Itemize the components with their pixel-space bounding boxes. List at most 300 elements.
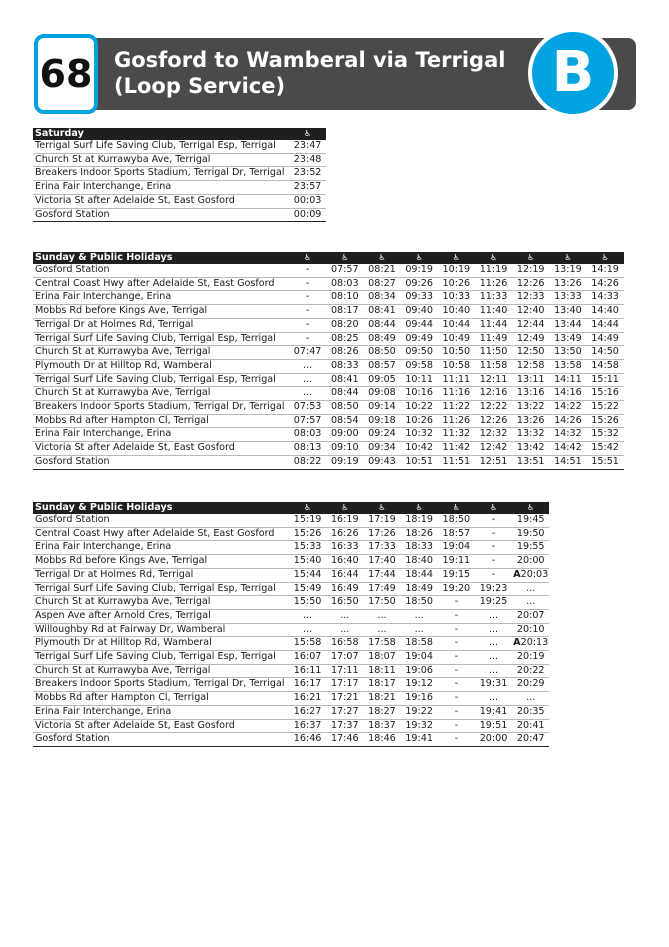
- departure-time: 07:47: [289, 346, 326, 360]
- departure-time: ...: [475, 651, 512, 665]
- stop-cell: [33, 359, 289, 373]
- stop-name: Mobbs Rd before Kings Ave, Terrigal: [35, 555, 208, 567]
- departure-time: 14:16: [549, 387, 586, 401]
- departure-time: 15:19: [293, 514, 322, 525]
- wheelchair-accessible-icon: ♿: [326, 252, 363, 264]
- table-row: [33, 541, 549, 555]
- departure-time: 14:32: [549, 428, 586, 442]
- departure-time: 18:21: [363, 692, 400, 706]
- stop-cell: [33, 692, 289, 706]
- departure-time: 12:26: [475, 414, 512, 428]
- timetable-1: [33, 128, 326, 222]
- departure-time: 17:40: [363, 555, 400, 569]
- table-row: [33, 332, 624, 346]
- departure-time: 08:41: [326, 373, 363, 387]
- departure-time: 18:50: [401, 596, 438, 610]
- timetable-2: [33, 252, 624, 470]
- stop-cell: [33, 140, 289, 153]
- stop-name: Church St at Kurrawyba Ave, Terrigal: [35, 387, 211, 399]
- wheelchair-accessible-icon: ♿: [363, 252, 400, 264]
- departure-time: -: [438, 637, 475, 651]
- departure-time: 09:58: [401, 359, 438, 373]
- departure-time: -: [491, 514, 496, 525]
- departure-time: 10:11: [401, 373, 438, 387]
- wheelchair-accessible-icon: ♿: [549, 252, 586, 264]
- stop-name: Terrigal Surf Life Saving Club, Terrigal Esp, Terrigal: [35, 332, 276, 344]
- departure-time: 09:18: [363, 414, 400, 428]
- table-row: [33, 414, 624, 428]
- departure-time: 10:40: [438, 305, 475, 319]
- table-row: [33, 140, 326, 153]
- table-row: [33, 373, 624, 387]
- departure-time: 07:53: [289, 401, 326, 415]
- departure-time: 12:33: [512, 291, 549, 305]
- departure-time: ...: [289, 609, 326, 623]
- stop-cell: [33, 705, 289, 719]
- departure-time: 23:57: [289, 181, 326, 195]
- stop-cell: [33, 442, 289, 456]
- departure-time: 08:54: [326, 414, 363, 428]
- departure-time: 17:21: [326, 692, 363, 706]
- departure-time: 09:40: [401, 305, 438, 319]
- stop-cell: [33, 582, 289, 596]
- departure-time: 11:32: [438, 428, 475, 442]
- departure-time: 17:37: [326, 719, 363, 733]
- departure-time: 18:27: [363, 705, 400, 719]
- departure-time: 11:11: [438, 373, 475, 387]
- departure-time: 15:32: [587, 428, 624, 442]
- departure-time: 18:33: [401, 541, 438, 555]
- departure-time: 10:49: [438, 332, 475, 346]
- departure-time: 10:58: [438, 359, 475, 373]
- departure-time: 17:49: [363, 582, 400, 596]
- wheelchair-accessible-icon: ♿: [363, 502, 400, 514]
- departure-time: ...: [326, 609, 363, 623]
- departure-time: ...: [475, 637, 512, 651]
- stop-name: Gosford Station: [35, 455, 110, 467]
- stop-name: Plymouth Dr at Hilltop Rd, Wamberal: [35, 637, 212, 649]
- departure-time: 18:44: [401, 568, 438, 582]
- day-title: Saturday: [33, 128, 289, 140]
- departure-time: 15:33: [289, 541, 326, 555]
- stop-cell: [33, 719, 289, 733]
- departure-time: 08:03: [326, 277, 363, 291]
- departure-time: 09:08: [363, 387, 400, 401]
- departure-time: 19:04: [438, 541, 475, 555]
- departure-time: 11:50: [475, 346, 512, 360]
- departure-time: 16:27: [289, 705, 326, 719]
- stop-name: Erina Fair Interchange, Erina: [35, 541, 172, 553]
- departure-time: 23:48: [289, 153, 326, 167]
- departure-time: 13:11: [512, 373, 549, 387]
- stop-name: Erina Fair Interchange, Erina: [35, 291, 172, 303]
- stop-name: Breakers Indoor Sports Stadium, Terrigal Dr, Terrigal: [35, 678, 285, 690]
- departure-time: 12:11: [475, 373, 512, 387]
- stop-name: Willoughby Rd at Fairway Dr, Wamberal: [35, 623, 226, 635]
- stop-cell: [33, 651, 289, 665]
- departure-time: 15:49: [289, 582, 326, 596]
- departure-time: 16:49: [326, 582, 363, 596]
- departure-time: 20:41: [512, 719, 549, 733]
- table-row: [33, 167, 326, 181]
- departure-time: 09:44: [401, 318, 438, 332]
- stop-name: Breakers Indoor Sports Stadium, Terrigal Dr, Terrigal: [35, 167, 285, 179]
- departure-time: 13:33: [549, 291, 586, 305]
- wheelchair-accessible-icon: ♿: [401, 252, 438, 264]
- departure-time: 20:10: [512, 623, 549, 637]
- stop-cell: [33, 414, 289, 428]
- stop-name: Erina Fair Interchange, Erina: [35, 181, 172, 193]
- departure-time: 14:22: [549, 401, 586, 415]
- departure-time: 18:11: [363, 664, 400, 678]
- departure-time: 18:07: [363, 651, 400, 665]
- stop-cell: [33, 277, 289, 291]
- departure-time: 17:26: [363, 527, 400, 541]
- departure-time: ...: [326, 623, 363, 637]
- stop-cell: [33, 568, 289, 582]
- departure-time: 23:47: [293, 140, 322, 151]
- departure-time: 16:07: [289, 651, 326, 665]
- departure-time: ...: [363, 623, 400, 637]
- day-title: Sunday & Public Holidays: [33, 502, 289, 514]
- departure-time: 08:26: [326, 346, 363, 360]
- stop-cell: [33, 555, 289, 569]
- departure-time: 15:40: [289, 555, 326, 569]
- stop-cell: [33, 208, 289, 222]
- departure-time: 10:33: [438, 291, 475, 305]
- stop-name: Church St at Kurrawyba Ave, Terrigal: [35, 596, 211, 608]
- departure-time: 13:58: [549, 359, 586, 373]
- wheelchair-accessible-icon: ♿: [512, 502, 549, 514]
- departure-time: 13:40: [549, 305, 586, 319]
- departure-time: 09:26: [401, 277, 438, 291]
- departure-time: 08:33: [326, 359, 363, 373]
- departure-time: 13:50: [549, 346, 586, 360]
- departure-time: 09:43: [363, 455, 400, 469]
- stop-cell: [33, 346, 289, 360]
- departure-time: 08:13: [289, 442, 326, 456]
- stop-name: Terrigal Surf Life Saving Club, Terrigal Esp, Terrigal: [35, 651, 276, 663]
- departure-time: 20:07: [512, 609, 549, 623]
- departure-time: -: [305, 264, 310, 275]
- wheelchair-accessible-icon: ♿: [438, 502, 475, 514]
- departure-time: 08:44: [326, 387, 363, 401]
- wheelchair-accessible-icon: ♿: [289, 128, 326, 140]
- stop-cell: [33, 527, 289, 541]
- departure-time: 12:51: [475, 455, 512, 469]
- departure-time: 15:42: [587, 442, 624, 456]
- departure-time: 20:22: [512, 664, 549, 678]
- departure-time: 19:23: [475, 582, 512, 596]
- departure-time: ...: [289, 623, 326, 637]
- departure-time: 12:32: [475, 428, 512, 442]
- note-marker: A: [513, 637, 521, 649]
- departure-time: 20:35: [512, 705, 549, 719]
- departure-time: 16:21: [289, 692, 326, 706]
- departure-time: 19:22: [401, 705, 438, 719]
- table-row: [33, 181, 326, 195]
- departure-time: 09:19: [326, 455, 363, 469]
- wheelchair-accessible-icon: ♿: [475, 502, 512, 514]
- departure-time: -: [475, 527, 512, 541]
- departure-time: 23:52: [289, 167, 326, 181]
- table-row: [33, 719, 549, 733]
- departure-time: 15:22: [587, 401, 624, 415]
- departure-time: 12:44: [512, 318, 549, 332]
- stop-name: Central Coast Hwy after Adelaide St, East Gosford: [35, 277, 275, 289]
- stop-cell: [33, 541, 289, 555]
- departure-time: 17:50: [363, 596, 400, 610]
- departure-time: 09:24: [363, 428, 400, 442]
- departure-time: 12:58: [512, 359, 549, 373]
- departure-time: 11:42: [438, 442, 475, 456]
- stop-name: Mobbs Rd after Hampton Cl, Terrigal: [35, 692, 209, 704]
- table-row: [33, 623, 549, 637]
- table-row: [33, 153, 326, 167]
- departure-time: 09:10: [326, 442, 363, 456]
- departure-time: 19:11: [438, 555, 475, 569]
- stop-cell: [33, 664, 289, 678]
- departure-time: 17:19: [368, 514, 396, 525]
- departure-time: 08:50: [326, 401, 363, 415]
- departure-time: 14:19: [591, 264, 619, 275]
- departure-time: A20:13: [512, 637, 549, 651]
- stop-name: Terrigal Dr at Holmes Rd, Terrigal: [35, 318, 194, 330]
- departure-time: 11:49: [475, 332, 512, 346]
- departure-time: 17:58: [363, 637, 400, 651]
- stop-name: Gosford Station: [35, 733, 110, 745]
- departure-time: 19:51: [475, 719, 512, 733]
- departure-time: 09:19: [405, 264, 433, 275]
- timetable-day-header: [33, 252, 624, 264]
- departure-time: -: [289, 332, 326, 346]
- departure-time: 12:22: [475, 401, 512, 415]
- departure-time: -: [475, 541, 512, 555]
- departure-time: 20:00: [475, 733, 512, 747]
- departure-time: 14:42: [549, 442, 586, 456]
- departure-time: 18:17: [363, 678, 400, 692]
- departure-time: 13:16: [512, 387, 549, 401]
- departure-time: 10:44: [438, 318, 475, 332]
- departure-time: -: [438, 609, 475, 623]
- route-title: [114, 47, 505, 99]
- departure-time: -: [438, 719, 475, 733]
- departure-time: 15:58: [289, 637, 326, 651]
- departure-time: 18:50: [442, 514, 471, 525]
- departure-time: 17:17: [326, 678, 363, 692]
- departure-time: 08:22: [289, 455, 326, 469]
- departure-time: 08:17: [326, 305, 363, 319]
- departure-time: 08:44: [363, 318, 400, 332]
- stop-name: Plymouth Dr at Hilltop Rd, Wamberal: [35, 359, 212, 371]
- departure-time: 16:50: [326, 596, 363, 610]
- departure-time: 13:22: [512, 401, 549, 415]
- departure-time: 17:27: [326, 705, 363, 719]
- departure-time: 17:46: [326, 733, 363, 747]
- stop-name: Terrigal Dr at Holmes Rd, Terrigal: [35, 568, 194, 580]
- timetable-day-header: [33, 128, 326, 140]
- departure-time: 12:26: [512, 277, 549, 291]
- departure-time: 13:42: [512, 442, 549, 456]
- departure-time: ...: [512, 692, 549, 706]
- departure-time: -: [289, 291, 326, 305]
- departure-time: 17:07: [326, 651, 363, 665]
- table-row: [33, 346, 624, 360]
- departure-time: 19:04: [401, 651, 438, 665]
- wheelchair-accessible-icon: ♿: [289, 502, 326, 514]
- departure-time: 10:22: [401, 401, 438, 415]
- route-number: 68: [39, 52, 93, 96]
- departure-time: 10:42: [401, 442, 438, 456]
- stop-cell: [33, 291, 289, 305]
- departure-time: 08:20: [326, 318, 363, 332]
- table-row: [33, 733, 549, 747]
- table-row: [33, 455, 624, 469]
- departure-time: 08:25: [326, 332, 363, 346]
- departure-time: 12:42: [475, 442, 512, 456]
- stop-cell: [33, 264, 289, 277]
- departure-time: 20:00: [512, 555, 549, 569]
- stop-name: Church St at Kurrawyba Ave, Terrigal: [35, 346, 211, 358]
- wheelchair-accessible-icon: ♿: [512, 252, 549, 264]
- departure-time: 07:57: [330, 264, 359, 275]
- wheelchair-accessible-icon: ♿: [587, 252, 624, 264]
- departure-time: 15:11: [587, 373, 624, 387]
- departure-time: 16:46: [289, 733, 326, 747]
- departure-time: ...: [475, 609, 512, 623]
- departure-time: 08:34: [363, 291, 400, 305]
- departure-time: 15:50: [289, 596, 326, 610]
- stop-name: Central Coast Hwy after Adelaide St, East Gosford: [35, 527, 275, 539]
- departure-time: 09:49: [401, 332, 438, 346]
- departure-time: 10:26: [438, 277, 475, 291]
- stop-cell: [33, 455, 289, 469]
- departure-time: 11:40: [475, 305, 512, 319]
- departure-time: 08:49: [363, 332, 400, 346]
- table-row: [33, 277, 624, 291]
- stop-name: Victoria St after Adelaide St, East Gosford: [35, 442, 235, 454]
- b-line-badge-icon: [528, 28, 618, 118]
- departure-time: 11:19: [479, 264, 508, 275]
- stop-cell: [33, 514, 289, 527]
- table-row: [33, 596, 549, 610]
- table-row: [33, 194, 326, 208]
- departure-time: 10:19: [442, 264, 471, 275]
- departure-time: 14:11: [549, 373, 586, 387]
- departure-time: 18:37: [363, 719, 400, 733]
- departure-time: 16:33: [326, 541, 363, 555]
- table-row: [33, 651, 549, 665]
- departure-time: 20:19: [512, 651, 549, 665]
- departure-time: 14:51: [549, 455, 586, 469]
- stop-name: Erina Fair Interchange, Erina: [35, 428, 172, 440]
- table-row: [33, 664, 549, 678]
- departure-time: -: [438, 664, 475, 678]
- departure-time: 18:58: [401, 637, 438, 651]
- stop-name: Erina Fair Interchange, Erina: [35, 705, 172, 717]
- departure-time: 09:33: [401, 291, 438, 305]
- departure-time: ...: [475, 623, 512, 637]
- departure-time: ...: [289, 373, 326, 387]
- b-line-letter: B: [551, 40, 595, 105]
- departure-time: 17:11: [326, 664, 363, 678]
- stop-name: Church St at Kurrawyba Ave, Terrigal: [35, 153, 211, 165]
- departure-time: 13:44: [549, 318, 586, 332]
- departure-time: 18:57: [438, 527, 475, 541]
- departure-time: 13:51: [512, 455, 549, 469]
- departure-time: 09:00: [326, 428, 363, 442]
- departure-time: 12:40: [512, 305, 549, 319]
- departure-time: 09:14: [363, 401, 400, 415]
- table-row: [33, 428, 624, 442]
- table-row: [33, 401, 624, 415]
- table-row: [33, 692, 549, 706]
- table-row: [33, 555, 549, 569]
- stop-cell: [33, 194, 289, 208]
- departure-time: 11:26: [438, 414, 475, 428]
- departure-time: 11:33: [475, 291, 512, 305]
- stop-name: Breakers Indoor Sports Stadium, Terrigal Dr, Terrigal: [35, 401, 285, 413]
- stop-name: Gosford Station: [35, 264, 110, 275]
- table-row: [33, 568, 549, 582]
- departure-time: ...: [512, 596, 549, 610]
- stop-cell: [33, 167, 289, 181]
- departure-time: 09:34: [363, 442, 400, 456]
- wheelchair-accessible-icon: ♿: [401, 502, 438, 514]
- departure-time: 10:26: [401, 414, 438, 428]
- departure-time: 14:26: [549, 414, 586, 428]
- departure-time: 08:27: [363, 277, 400, 291]
- table-row: [33, 582, 549, 596]
- table-row: [33, 305, 624, 319]
- departure-time: ...: [363, 609, 400, 623]
- departure-time: 14:44: [587, 318, 624, 332]
- stop-cell: [33, 373, 289, 387]
- departure-time: ...: [289, 359, 326, 373]
- wheelchair-accessible-icon: ♿: [289, 252, 326, 264]
- table-row: [33, 514, 549, 527]
- departure-time: 14:26: [587, 277, 624, 291]
- departure-time: 10:51: [401, 455, 438, 469]
- departure-time: -: [438, 692, 475, 706]
- departure-time: 16:19: [330, 514, 359, 525]
- departure-time: 14:58: [587, 359, 624, 373]
- departure-time: 14:40: [587, 305, 624, 319]
- stop-name: Terrigal Surf Life Saving Club, Terrigal Esp, Terrigal: [35, 140, 276, 151]
- stop-cell: [33, 733, 289, 747]
- table-row: [33, 264, 624, 277]
- departure-time: 18:26: [401, 527, 438, 541]
- departure-time: -: [289, 277, 326, 291]
- departure-time: 16:26: [326, 527, 363, 541]
- table-row: [33, 705, 549, 719]
- departure-time: -: [438, 705, 475, 719]
- departure-time: 12:16: [475, 387, 512, 401]
- departure-time: -: [438, 678, 475, 692]
- departure-time: 08:21: [368, 264, 396, 275]
- departure-time: 07:57: [289, 414, 326, 428]
- route-title-line2: (Loop Service): [114, 74, 286, 98]
- departure-time: 14:49: [587, 332, 624, 346]
- departure-time: ...: [401, 623, 438, 637]
- departure-time: 18:49: [401, 582, 438, 596]
- departure-time: 10:16: [401, 387, 438, 401]
- table-row: [33, 318, 624, 332]
- table-row: [33, 442, 624, 456]
- departure-time: 19:41: [475, 705, 512, 719]
- stop-name: Gosford Station: [35, 208, 110, 220]
- stop-name: Terrigal Surf Life Saving Club, Terrigal Esp, Terrigal: [35, 582, 276, 594]
